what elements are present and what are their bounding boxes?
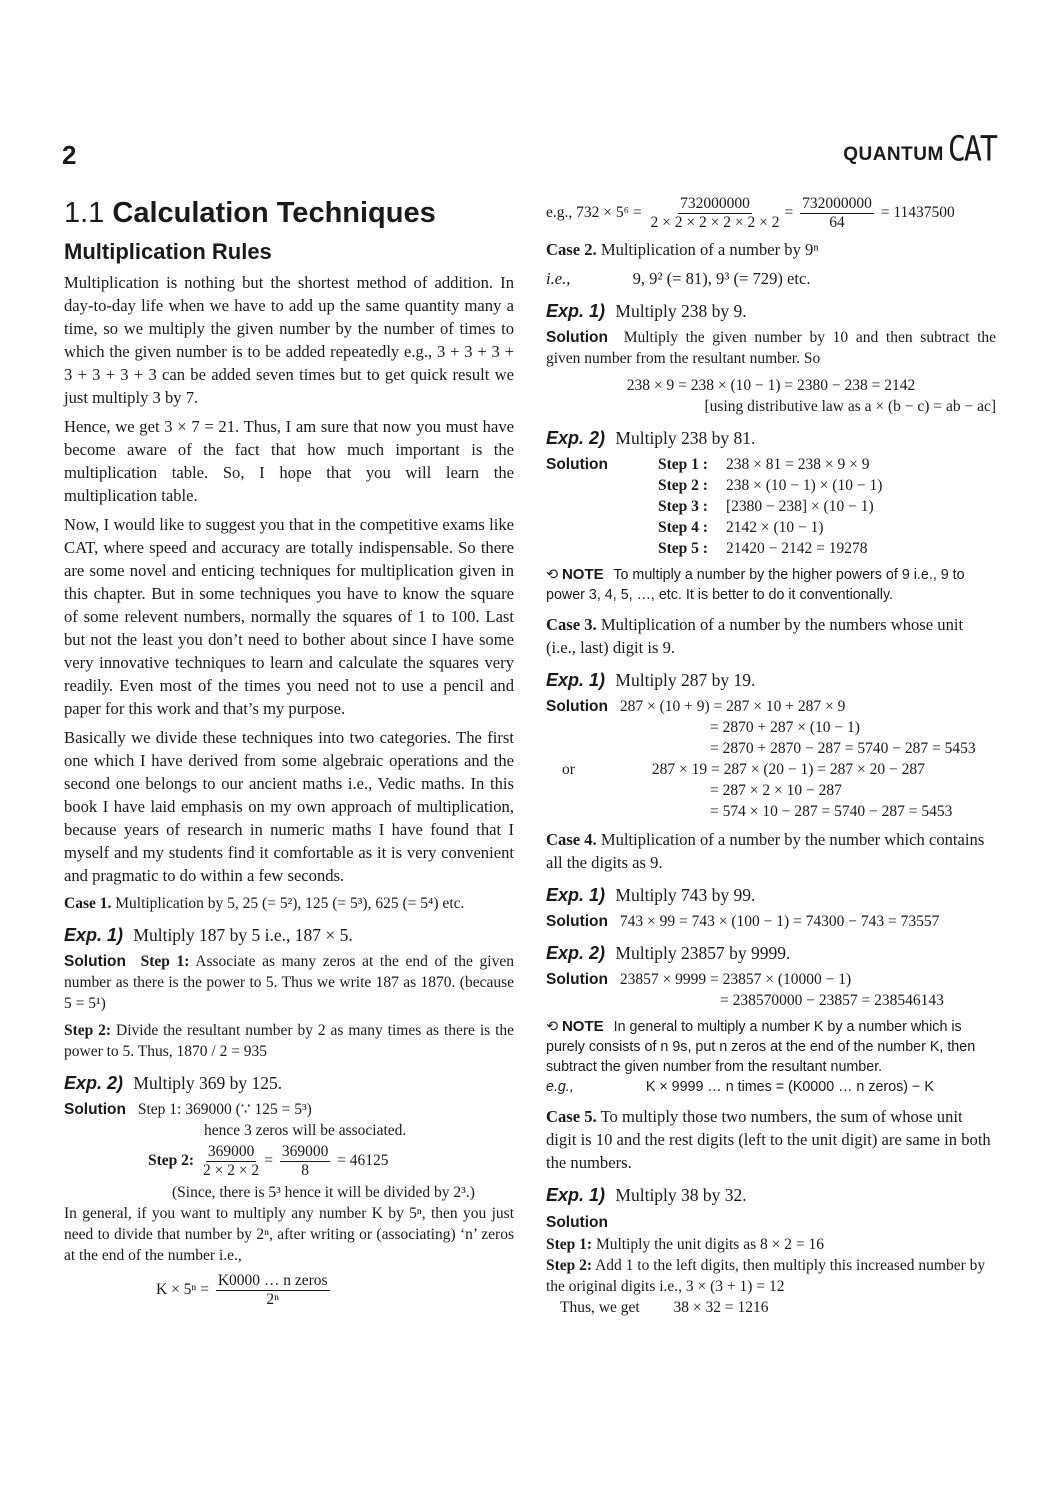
denominator: 2ⁿ	[266, 1291, 280, 1308]
note-text: In general to multiply a number K by a number which is purely consists of n 9s, put n zeros at the end of the number K, then subtract the given number from the resultant number.	[546, 1019, 976, 1075]
case-label: Case 2.	[546, 240, 597, 259]
solution-label: Solution	[64, 1101, 126, 1118]
step-equation: 238 × 81 = 238 × 9 × 9	[726, 456, 870, 473]
case-label: Case 5.	[546, 1107, 597, 1126]
fraction	[201, 1143, 261, 1180]
solution-block	[546, 911, 996, 932]
step-text: Add 1 to the left digits, then multiply this increased number by the original digits i.e., 3 × (3 + 1) = 12	[546, 1257, 986, 1295]
step-text: Associate as many zeros at the end of the given number as there is the power to 5. Thus we write 187 as 1870. (because 5 = 5¹)	[64, 953, 514, 1012]
thus-text: Thus, we get	[560, 1299, 640, 1316]
page-number: 2	[62, 140, 77, 170]
solution-label: Solution	[64, 953, 126, 970]
section-title: Calculation Techniques	[112, 197, 436, 229]
ie-label: i.e.,	[546, 269, 571, 288]
example-label: Exp. 1)	[546, 1185, 606, 1205]
numerator: K0000 … n zeros	[217, 1272, 328, 1289]
step-label: Step 4 :	[658, 519, 708, 536]
example-heading	[546, 942, 996, 965]
or-label: or	[562, 761, 575, 778]
equation: 287 × 19 = 287 × (20 − 1) = 287 × 20 − 287	[651, 761, 925, 778]
step-equation: 2142 × (10 − 1)	[726, 519, 824, 536]
fraction	[800, 195, 874, 232]
step-row	[658, 475, 996, 496]
general-formula	[64, 1272, 514, 1309]
step-label: Step 2:	[546, 1257, 593, 1274]
case-2	[546, 238, 996, 261]
example-label: Exp. 2)	[64, 1073, 124, 1093]
example-label: Exp. 2)	[546, 428, 606, 448]
step-text: Step 1: 369000 (∵ 125 = 5³)	[137, 1101, 312, 1118]
case-label: Case 1.	[64, 895, 112, 912]
solution-label: Solution	[546, 456, 608, 473]
note-icon: ⟲	[546, 567, 558, 583]
step-block	[64, 1020, 514, 1062]
example-heading	[546, 300, 996, 323]
step-label: Step 2:	[64, 1022, 112, 1039]
brand-logo	[843, 129, 996, 170]
case-label: Case 3.	[546, 615, 597, 634]
denominator: 8	[301, 1162, 309, 1179]
equation: = 2870 + 287 × (10 − 1)	[710, 719, 860, 736]
step-text: hence 3 zeros will be associated.	[204, 1122, 407, 1139]
solution-block	[546, 327, 996, 369]
example-text: Multiply 287 by 19.	[615, 670, 756, 690]
note-icon: ⟲	[546, 1019, 558, 1035]
example-text: Multiply 743 by 99.	[615, 885, 756, 905]
denominator: 2 × 2 × 2	[202, 1162, 260, 1179]
equation: 743 × 99 = 743 × (100 − 1) = 74300 − 743 = 73557	[619, 913, 940, 930]
equation-lhs: e.g., 732 × 5⁶ =	[546, 204, 642, 222]
step-row	[658, 517, 996, 538]
case-text: To multiply those two numbers, the sum of whose unit digit is 10 and the rest digits (left to the unit digit) are same in both the numbers.	[546, 1107, 991, 1172]
numerator: 369000	[207, 1143, 255, 1160]
case-5	[546, 1105, 996, 1174]
denominator: 64	[829, 214, 845, 231]
example-heading	[546, 427, 996, 450]
example-equation: e.g., 732 × 5⁶ = $\frac{732000000}{2 \times 2 \times 2 \times 2 \times 2 \times 2}$ = $\frac{732000000}{64}$ = 11437500	[546, 195, 955, 231]
example-text: Multiply 238 by 81.	[615, 428, 756, 448]
equation: = 2870 + 2870 − 287 = 5740 − 287 = 5453	[710, 740, 976, 757]
equation: 287 × (10 + 9) = 287 × 10 + 287 × 9	[619, 698, 846, 715]
example-text: Multiply 38 by 32.	[615, 1185, 747, 1205]
step-label: Step 1:	[546, 1236, 593, 1253]
step-2-equation: Step 2: $\frac{369000}{2 \times 2 \times 2}$ = $\frac{369000}{8}$ = 46125	[148, 1143, 389, 1179]
result: = 11437500	[880, 204, 955, 222]
example-heading	[546, 669, 996, 692]
result: = 46125	[337, 1152, 389, 1170]
step-label: Step 1 :	[658, 456, 708, 473]
step-block	[546, 1234, 996, 1255]
note-block	[546, 565, 996, 605]
note-example	[546, 1077, 996, 1097]
final-result	[546, 1297, 996, 1318]
note-label: NOTE	[561, 1018, 604, 1035]
solution-block	[546, 696, 996, 717]
alternate-equation	[546, 759, 996, 780]
paragraph: Multiplication is nothing but the shortest method of addition. In day-to-day life when we have to add up the same quantity many a time, so we multiply the given number by the number of times to which the given number is to be added repeatedly e.g., 3 + 3 + 3 + 3 + 3 + 3 + 3 can be added seven times but to get quick result we just multiply 3 by 7.	[64, 273, 514, 407]
example-text: Multiply 23857 by 9999.	[615, 943, 791, 963]
case-text: Multiplication of a number by 9ⁿ	[600, 240, 819, 259]
solution-label: Solution	[546, 971, 608, 988]
note-block	[546, 1017, 996, 1097]
result-equation: 38 × 32 = 1216	[673, 1299, 769, 1316]
since-note: (Since, there is 5³ hence it will be divided by 2³.)	[172, 1184, 475, 1201]
formula-lhs: K × 5ⁿ =	[156, 1281, 209, 1299]
distributive-law-note: [using distributive law as a × (b − c) = ab − ac]	[704, 398, 996, 415]
section-number: 1.1	[64, 197, 105, 229]
case-text: Multiplication of a number by the numbers whose unit (i.e., last) digit is 9.	[546, 615, 964, 657]
step-equation: 21420 − 2142 = 19278	[726, 540, 868, 557]
denominator: 2 × 2 × 2 × 2 × 2 × 2	[650, 214, 780, 231]
solution-block	[64, 1099, 514, 1120]
paragraph: Now, I would like to suggest you that in the competitive exams like CAT, where speed and accuracy are totally indispensable. So there are some novel and enticing techniques for multiplication given in this chapter. But in some techniques you have to know the square of some relevent numbers, normally the squares of 1 to 100. Last but not the least you don’t need to bother about since I have some very innovative techniques to learn and calculate the squares very readily. Even most of the times you need not to use a pencil and paper for this work and that’s my purpose.	[64, 515, 514, 718]
example-label: Exp. 1)	[64, 925, 124, 945]
solution-text: Multiply the given number by 10 and then subtract the given number from the resultant number. So	[546, 329, 997, 367]
equation: = 287 × 2 × 10 − 287	[710, 782, 842, 799]
example-label: Exp. 2)	[546, 943, 606, 963]
step-row	[658, 496, 996, 517]
example-heading	[546, 884, 996, 907]
example-text: Multiply 238 by 9.	[615, 301, 747, 321]
steps-list	[658, 454, 996, 559]
step-row	[658, 454, 996, 475]
step-label: Step 2 :	[658, 477, 708, 494]
step-label: Step 5 :	[658, 540, 708, 557]
fraction	[649, 195, 782, 232]
fraction	[216, 1272, 330, 1309]
step-block	[546, 1255, 996, 1297]
case-3	[546, 613, 996, 659]
numerator: 732000000	[802, 195, 872, 212]
note-text: To multiply a number by the higher powers of 9 i.e., 9 to power 3, 4, 5, …, etc. It is better to do it conventionally.	[546, 567, 965, 603]
solution-label: Solution	[546, 698, 608, 715]
note-formula: K × 9999 … n times = (K0000 … n zeros) − K	[645, 1079, 934, 1095]
case-label: Case 4.	[546, 830, 597, 849]
note-label: NOTE	[561, 566, 604, 583]
equation: 23857 × 9999 = 23857 × (10000 − 1)	[619, 971, 852, 988]
paragraph: In general, if you want to multiply any number K by 5ⁿ, then you just need to divide that number by 2ⁿ, after writing or (associating) ‘n’ zeros at the end of the number i.e.,	[64, 1205, 514, 1264]
case-4	[546, 828, 996, 874]
step-text: Multiply the unit digits as 8 × 2 = 16	[595, 1236, 824, 1253]
brand-mark: CAT	[947, 129, 996, 170]
case-1	[64, 893, 514, 914]
numerator: 369000	[281, 1143, 329, 1160]
fraction	[280, 1143, 331, 1180]
example-label: Exp. 1)	[546, 301, 606, 321]
right-column	[546, 195, 996, 1318]
left-column	[64, 195, 514, 1309]
solution-label: Solution	[546, 1214, 608, 1231]
example-heading	[64, 1072, 514, 1095]
step-label: Step 2:	[148, 1152, 195, 1170]
solution-block	[546, 454, 996, 559]
solution-label: Solution	[546, 329, 608, 346]
equation: = 574 × 10 − 287 = 5740 − 287 = 5453	[710, 803, 953, 820]
step-text: Divide the resultant number by 2 as many times as there is the power to 5. Thus, 1870 / 2 = 935	[64, 1022, 515, 1060]
subsection-title: Multiplication Rules	[64, 239, 272, 264]
paragraph: Basically we divide these techniques into two categories. The first one which I have derived from some algebraic operations and the second one belongs to our ancient maths i.e., Vedic maths. In this book I have laid emphasis on my own approach of multiplication, because years of research in numeric maths I have found that I myself and my students find it comfortable as it is very convenient and pragmatic to do within a few seconds.	[64, 728, 514, 885]
step-label: Step 1:	[140, 953, 190, 970]
example-heading	[64, 924, 514, 947]
solution-block	[64, 951, 514, 1014]
paragraph: Hence, we get 3 × 7 = 21. Thus, I am sure that now you must have become aware of the fact that how much important is the multiplication table. So, I hope that you will learn the multiplication table.	[64, 417, 514, 505]
eg-label: e.g.,	[546, 1079, 574, 1095]
brand-word: QUANTUM	[843, 144, 944, 165]
numerator: 732000000	[680, 195, 750, 212]
step-equation: [2380 − 238] × (10 − 1)	[726, 498, 874, 515]
example-label: Exp. 1)	[546, 670, 606, 690]
step-equation: 238 × (10 − 1) × (10 − 1)	[726, 477, 883, 494]
example-text: Multiply 369 by 125.	[133, 1073, 283, 1093]
example-label: Exp. 1)	[546, 885, 606, 905]
example-heading	[546, 1184, 996, 1207]
solution-block	[546, 969, 996, 990]
example-text: Multiply 187 by 5 i.e., 187 × 5.	[133, 925, 353, 945]
solution-label: Solution	[546, 913, 608, 930]
case-text: Multiplication of a number by the number which contains all the digits as 9.	[546, 830, 985, 872]
section-heading	[64, 195, 514, 231]
equation: 238 × 9 = 238 × (10 − 1) = 2380 − 238 = 2142	[626, 377, 916, 394]
case-text: Multiplication by 5, 25 (= 5²), 125 (= 5³), 625 (= 5⁴) etc.	[115, 895, 465, 912]
case-2-examples	[546, 267, 996, 290]
equation: = 238570000 − 23857 = 238546143	[720, 992, 944, 1009]
step-row	[658, 538, 996, 559]
examples-text: 9, 9² (= 81), 9³ (= 729) etc.	[632, 269, 811, 288]
step-label: Step 3 :	[658, 498, 708, 515]
